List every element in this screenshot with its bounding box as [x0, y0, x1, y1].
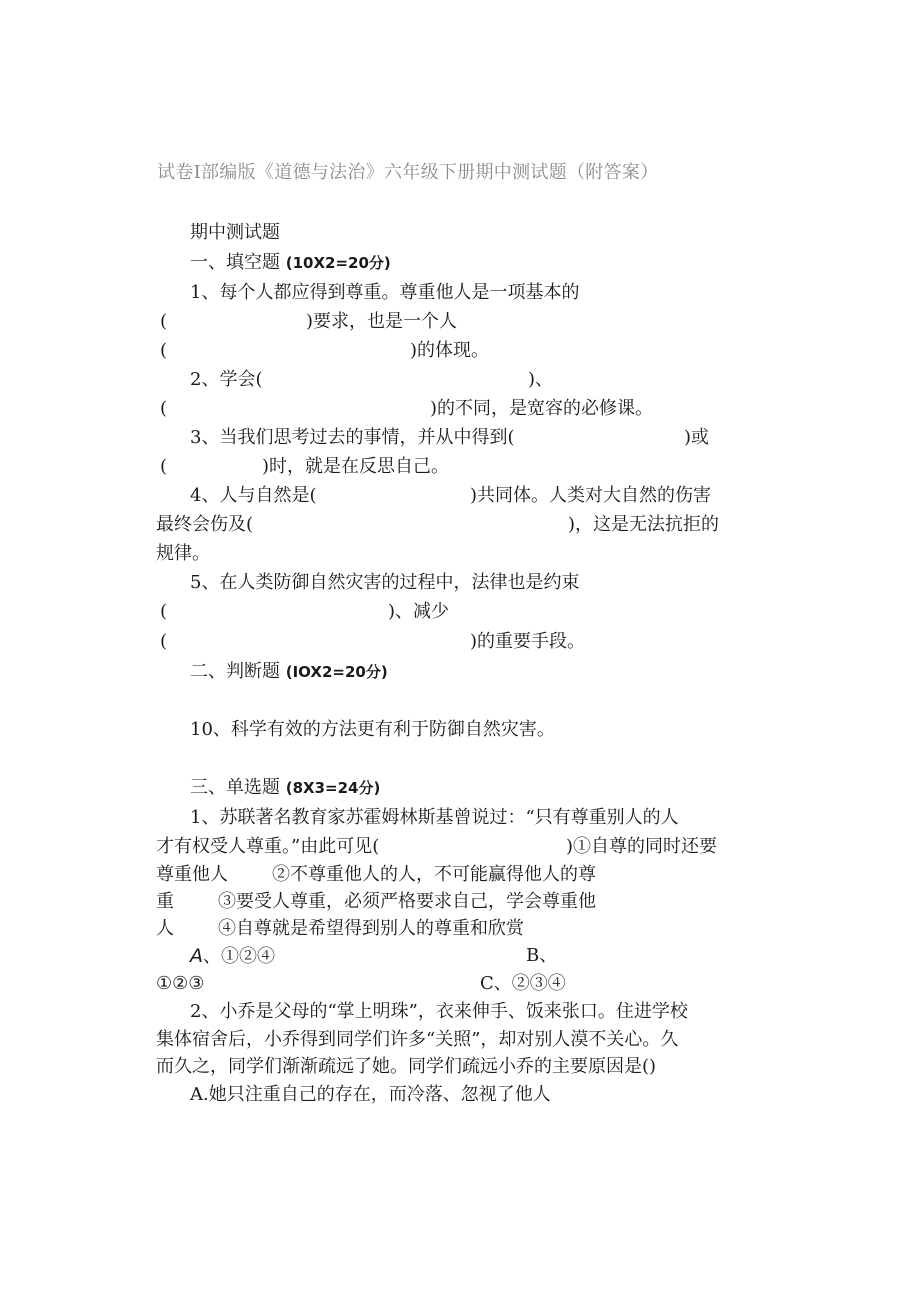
q4-line1b: )共同体。人类对大自然的伤害 [470, 485, 712, 506]
q5-line2-rest: )、减少 [388, 601, 450, 622]
s3-q1-option-c: C、②③④ [480, 973, 566, 994]
document-title: 试卷I部编版《道德与法治》六年级下册期中测试题（附答案） [157, 162, 659, 183]
q5-line2-open: ( [160, 601, 168, 622]
s3-q1-line2a: 才有权受人尊重。”由此可见( [156, 836, 380, 857]
q4-line2a: 最终会伤及( [156, 514, 254, 535]
option-a-letter: A [190, 945, 203, 967]
s3-q1-option-b: B、 [526, 945, 558, 966]
s3-q1-line4a: 重 [156, 891, 174, 912]
s3-q2-line2: 集体宿舍后，小乔得到同学们许多“关照”，却对别人漠不关心。久 [156, 1029, 679, 1050]
s3-q1-line3a: 尊重他人 [156, 864, 228, 885]
q5-line3-open: ( [160, 631, 168, 652]
exam-heading: 期中测试题 [190, 222, 280, 243]
q2-line1b: )、 [528, 369, 554, 390]
q1-line2-rest: )要求，也是一个人 [306, 311, 458, 332]
section2-heading [190, 660, 388, 684]
option-a-text: 、①②④ [203, 946, 275, 967]
section1-score: (10X2=20分) [285, 254, 391, 272]
q4-line3: 规律。 [156, 543, 210, 564]
section3-label: 三、单选题 [190, 777, 280, 798]
q4-line2b: )，这是无法抗拒的 [568, 514, 720, 535]
s3-q1-line5a: 人 [156, 918, 174, 939]
q1-line3-open: ( [160, 340, 168, 361]
q5-line3-rest: )的重要手段。 [470, 631, 586, 652]
q1-line3-rest: )的体现。 [410, 340, 490, 361]
q2-line1a: 2、学会( [190, 369, 263, 390]
s3-q1-line2b: )①自尊的同时还要 [566, 836, 718, 857]
q4-line1a: 4、人与自然是( [190, 485, 317, 506]
q2-line2-open: ( [160, 398, 168, 419]
s3-q1-line1: 1、苏联著名教育家苏霍姆林斯基曾说过：“只有尊重别人的人 [190, 807, 679, 828]
q3-line1a: 3、当我们思考过去的事情，并从中得到( [190, 427, 515, 448]
section2-score: (IOX2=20分) [285, 663, 388, 681]
q3-line1b: )或 [684, 427, 710, 448]
q1-line2-open: ( [160, 311, 168, 332]
q3-line2-open: ( [160, 456, 168, 477]
q2-line2-rest: )的不同，是宽容的必修课。 [430, 398, 654, 419]
s2-q10: 10、科学有效的方法更有利于防御自然灾害。 [190, 719, 555, 740]
s3-q1-line4b: ③要受人尊重，必须严格要求自己，学会尊重他 [218, 891, 596, 912]
q1-line1: 1、每个人都应得到尊重。尊重他人是一项基本的 [190, 282, 580, 303]
s3-q1-line5b: ④自尊就是希望得到别人的尊重和欣赏 [218, 918, 524, 939]
section1-label: 一、填空题 [190, 252, 280, 273]
section3-heading [190, 776, 380, 800]
q3-line2-rest: )时，就是在反思自己。 [262, 456, 450, 477]
s3-q1-option-a [190, 944, 275, 969]
s3-q2-line1: 2、小乔是父母的“掌上明珠”，衣来伸手、饭来张口。住进学校 [190, 1001, 688, 1022]
section1-heading [190, 251, 391, 275]
q5-line1: 5、在人类防御自然灾害的过程中，法律也是约束 [190, 572, 580, 593]
s3-q1-option-b-text: ①②③ [156, 973, 205, 994]
s3-q2-option-a: A.她只注重自己的存在，而冷落、忽视了他人 [190, 1084, 551, 1105]
s3-q1-line3b: ②不尊重他人的人，不可能赢得他人的尊 [272, 864, 596, 885]
s3-q2-line3: 而久之，同学们渐渐疏远了她。同学们疏远小乔的主要原因是() [156, 1056, 657, 1077]
section3-score: (8X3=24分) [285, 779, 381, 797]
section2-label: 二、判断题 [190, 661, 280, 682]
